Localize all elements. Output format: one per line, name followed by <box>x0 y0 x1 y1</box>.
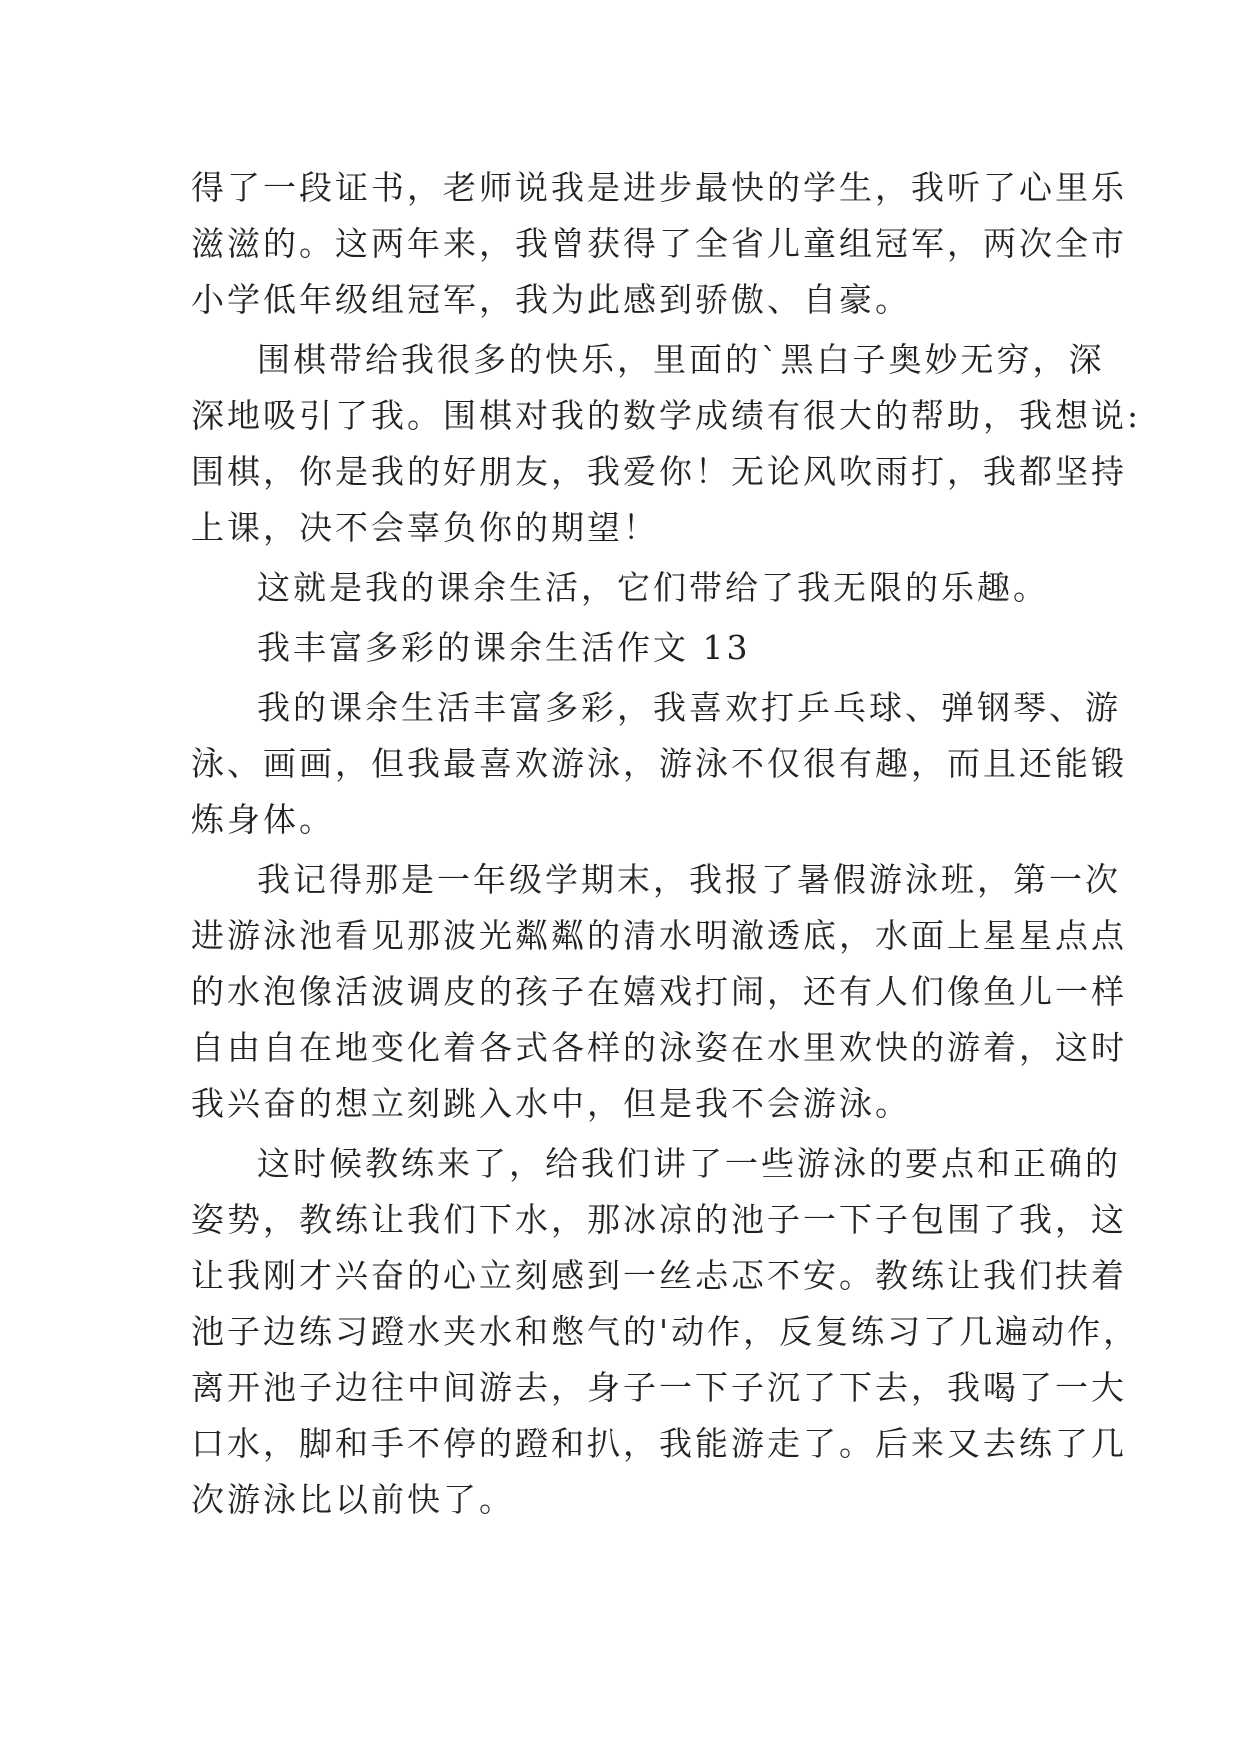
text-line: 上课，决不会辜负你的期望！ <box>191 508 659 547</box>
text-line: 得了一段证书，老师说我是进步最快的学生，我听了心里乐 <box>191 168 1127 207</box>
text-line: 我的课余生活丰富多彩，我喜欢打乒乓球、弹钢琴、游 <box>257 688 1121 727</box>
section-title: 我丰富多彩的课余生活作文 13 <box>257 628 751 667</box>
text-line: 次游泳比以前快了。 <box>191 1480 515 1519</box>
text-line: 我记得那是一年级学期末，我报了暑假游泳班，第一次 <box>257 860 1121 899</box>
text-line: 离开池子边往中间游去，身子一下子沉了下去，我喝了一大 <box>191 1368 1127 1407</box>
text-line: 的水泡像活波调皮的孩子在嬉戏打闹，还有人们像鱼儿一样 <box>191 972 1127 1011</box>
text-line: 泳、画画，但我最喜欢游泳，游泳不仅很有趣，而且还能锻 <box>191 744 1127 783</box>
text-line: 围棋带给我很多的快乐，里面的`黑白子奥妙无穷，深 <box>257 340 1105 379</box>
text-line: 这时候教练来了，给我们讲了一些游泳的要点和正确的 <box>257 1144 1121 1183</box>
text-line: 口水，脚和手不停的蹬和扒，我能游走了。后来又去练了几 <box>191 1424 1127 1463</box>
text-line: 围棋，你是我的好朋友，我爱你！无论风吹雨打，我都坚持 <box>191 452 1127 491</box>
text-line: 自由自在地变化着各式各样的泳姿在水里欢快的游着，这时 <box>191 1028 1127 1067</box>
text-line: 滋滋的。这两年来，我曾获得了全省儿童组冠军，两次全市 <box>191 224 1127 263</box>
text-line: 我兴奋的想立刻跳入水中，但是我不会游泳。 <box>191 1084 911 1123</box>
text-line: 这就是我的课余生活，它们带给了我无限的乐趣。 <box>257 568 1049 607</box>
text-line: 池子边练习蹬水夹水和憋气的'动作，反复练习了几遍动作， <box>191 1312 1140 1351</box>
text-line: 进游泳池看见那波光粼粼的清水明澈透底，水面上星星点点 <box>191 916 1127 955</box>
text-line: 炼身体。 <box>191 800 335 839</box>
text-line: 小学低年级组冠军，我为此感到骄傲、自豪。 <box>191 280 911 319</box>
text-line: 姿势，教练让我们下水，那冰凉的池子一下子包围了我，这 <box>191 1200 1127 1239</box>
text-line: 让我刚才兴奋的心立刻感到一丝忐忑不安。教练让我们扶着 <box>191 1256 1127 1295</box>
document-body <box>191 160 1142 1528</box>
text-line: 深地吸引了我。围棋对我的数学成绩有很大的帮助，我想说: <box>191 396 1142 435</box>
